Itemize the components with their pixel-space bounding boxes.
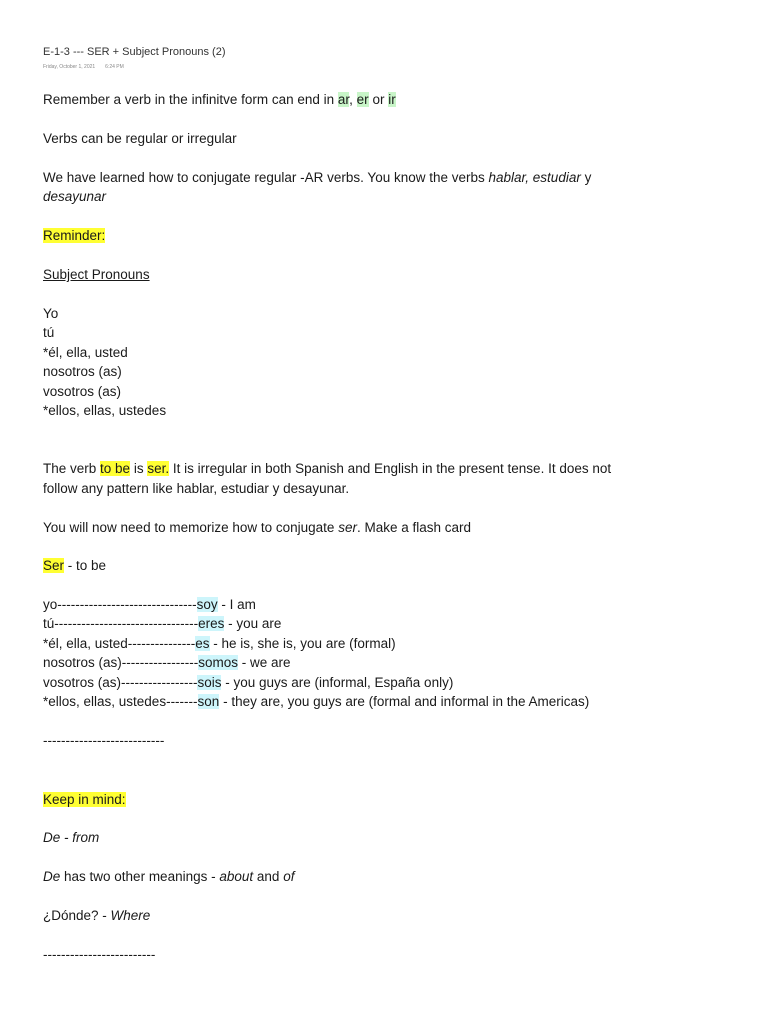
- page-time: 6:24 PM: [105, 64, 124, 70]
- pronoun-item: tú: [43, 325, 55, 340]
- ending-ar: ar: [337, 92, 350, 107]
- subject-pronouns-heading: Subject Pronouns: [43, 267, 150, 282]
- page-date: Friday, October 1, 2021: [43, 64, 96, 70]
- conjugation-row: vosotros (as)-----------------sois - you guys are (informal, España only): [43, 675, 454, 690]
- pronoun-item: Yo: [43, 306, 59, 321]
- to-be-highlight: to be: [100, 461, 131, 476]
- divider: ---------------------------: [43, 733, 165, 748]
- conjugation-form: sois: [197, 675, 222, 690]
- page-meta: [43, 64, 134, 70]
- conjugation-row: nosotros (as)-----------------somos - we are: [43, 655, 291, 670]
- conjugation-form: son: [197, 694, 220, 709]
- ending-ir: ir: [388, 92, 396, 107]
- ser-heading: Ser - to be: [43, 558, 107, 573]
- intro-paragraph-3: We have learned how to conjugate regular -AR verbs. You know the verbs hablar, estudiar y: [43, 170, 592, 185]
- conjugation-row: yo-------------------------------soy - I am: [43, 597, 256, 612]
- donde-line: ¿Dónde? - Where: [43, 908, 151, 923]
- conjugation-form: eres: [198, 616, 225, 631]
- pronoun-item: vosotros (as): [43, 384, 122, 399]
- conjugation-form: es: [195, 636, 210, 651]
- intro-paragraph-1: Remember a verb in the infinitve form can end in ar, er or ir: [43, 92, 396, 107]
- reminder-label: Reminder:: [43, 228, 106, 243]
- de-meanings-line: De has two other meanings - about and of: [43, 869, 295, 884]
- conjugation-row: *ellos, ellas, ustedes-------son - they are, you guys are (formal and informal in the Americas): [43, 694, 590, 709]
- ser-intro-line-2: follow any pattern like hablar, estudiar y desayunar.: [43, 481, 350, 496]
- de-from-line: De - from: [43, 830, 100, 845]
- ser-intro-line-1: The verb to be is ser. It is irregular in both Spanish and English in the present tense. It does not: [43, 461, 612, 476]
- keep-in-mind-label: Keep in mind:: [43, 792, 126, 807]
- pronoun-item: *ellos, ellas, ustedes: [43, 403, 167, 418]
- divider: -------------------------: [43, 947, 156, 962]
- conjugation-row: tú--------------------------------eres - you are: [43, 616, 282, 631]
- intro-paragraph-2: Verbs can be regular or irregular: [43, 131, 237, 146]
- ser-highlight: ser.: [147, 461, 170, 476]
- memorize-line: You will now need to memorize how to conjugate ser. Make a flash card: [43, 520, 472, 535]
- conjugation-form: soy: [196, 597, 218, 612]
- page-title: E-1-3 --- SER + Subject Pronouns (2): [43, 46, 226, 58]
- conjugation-form: somos: [198, 655, 238, 670]
- ending-er: er: [356, 92, 369, 107]
- intro-paragraph-3-cont: desayunar: [43, 189, 107, 204]
- pronoun-item: *él, ella, usted: [43, 345, 128, 360]
- conjugation-row: *él, ella, usted---------------es - he is, she is, you are (formal): [43, 636, 396, 651]
- pronoun-item: nosotros (as): [43, 364, 122, 379]
